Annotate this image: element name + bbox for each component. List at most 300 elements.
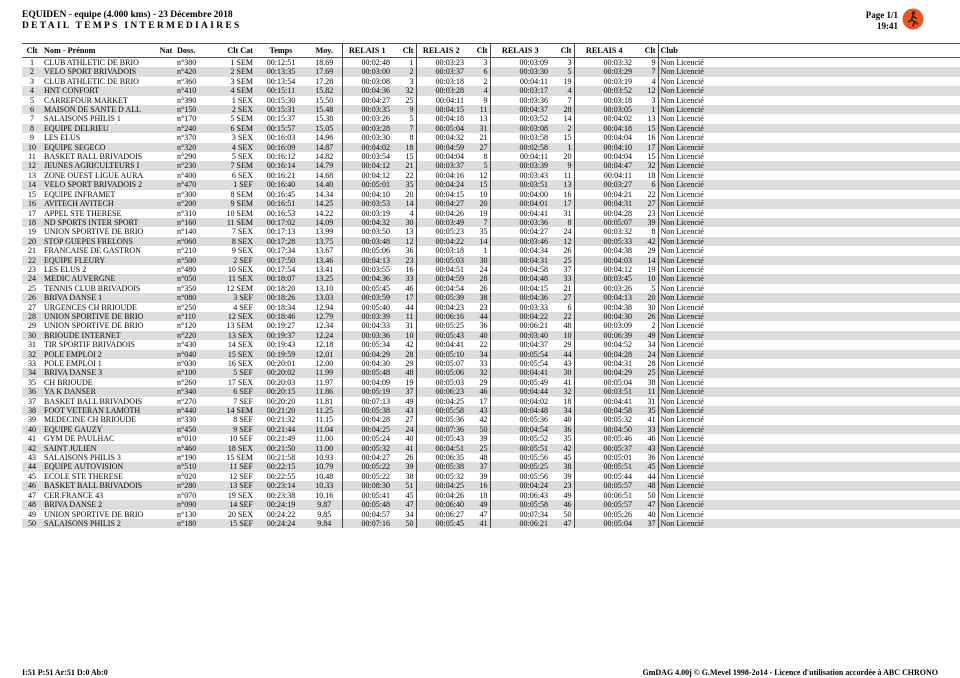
cell-bib: n°380: [177, 58, 197, 67]
col-header-time: Temps: [255, 44, 307, 58]
cell-relay3-rank: 24: [563, 227, 572, 237]
table-row: [22, 67, 960, 76]
cell-bib: n°100: [175, 368, 211, 377]
cell-relay2-time: 00:04:15: [416, 105, 466, 114]
cell-category-rank: 3 SEF: [211, 293, 255, 302]
cell-category-rank: 8 SEM: [230, 189, 253, 199]
table-row: [22, 350, 960, 359]
cell-relay1-time: 00:03:19: [342, 209, 392, 218]
cell-rank: 32: [22, 350, 42, 359]
cell-team-name: MEDECINE CH BRIOUDE: [44, 415, 136, 425]
cell-relay2-time: 00:04:26: [416, 491, 466, 500]
cell-relay1-time: 00:04:25: [342, 425, 392, 434]
cell-relay3-rank: 47: [550, 519, 574, 528]
cell-relay3-time: 00:04:11: [490, 77, 550, 86]
cell-nat: [157, 453, 175, 462]
table-row: [22, 519, 960, 528]
cell-relay3-rank: 15: [563, 133, 572, 143]
cell-relay2-time: 00:05:03: [416, 256, 466, 265]
cell-team-name: CH BRIOUDE: [44, 377, 93, 387]
cell-relay4-rank: 3: [651, 95, 656, 105]
cell-team-name: EQUIPE DELRIEU: [42, 124, 157, 133]
cell-relay4-rank: 28: [647, 359, 656, 368]
cell-relay4-rank: 30: [647, 302, 656, 312]
cell-speed: 14.40: [307, 180, 342, 189]
cell-club: Non Licencié: [658, 180, 960, 189]
cell-category-rank: 6 SEX: [231, 170, 253, 180]
cell-category-rank: 2 SEM: [211, 67, 255, 76]
cell-relay1-time: 00:02:48: [342, 58, 392, 68]
table-row: [22, 58, 960, 68]
cell-relay3-time: 00:04:22: [490, 312, 550, 321]
cell-relay3-time: 00:03:51: [490, 180, 550, 189]
cell-rank: 2: [22, 67, 42, 76]
cell-relay2-time: 00:05:07: [416, 359, 466, 368]
cell-relay2-rank: 1: [483, 246, 488, 256]
cell-team-name: MEDIC AUVERGNE: [42, 274, 157, 283]
table-row: [22, 227, 960, 236]
cell-relay4-time: 00:04:13: [574, 293, 634, 302]
cell-relay3-time: 00:04:24: [490, 481, 550, 490]
cell-relay2-time: 00:05:25: [416, 321, 466, 330]
cell-bib: n°010: [177, 434, 197, 444]
cell-bib: n°310: [177, 208, 197, 218]
cell-relay4-time: 00:06:51: [574, 491, 634, 500]
cell-speed: 9.85: [317, 509, 332, 519]
cell-team-name: BRIVA DANSE 2: [42, 500, 157, 509]
runner-logo-icon: [902, 8, 924, 30]
cell-category-rank: 10 SEX: [227, 264, 253, 274]
cell-club: Non Licencié: [658, 256, 960, 265]
table-row: [22, 368, 960, 377]
cell-team-name: BASKET BALL BRIVADOIS: [44, 396, 143, 406]
cell-relay4-rank: 16: [647, 133, 656, 143]
cell-relay2-time: 00:04:23: [416, 303, 466, 312]
cell-time: 00:20:03: [266, 377, 296, 387]
cell-speed: 10.79: [307, 462, 342, 471]
cell-relay3-rank: 33: [550, 274, 574, 283]
cell-bib: n°410: [175, 86, 211, 95]
cell-relay3-time: 00:03:52: [490, 114, 550, 123]
cell-relay4-time: 00:04:47: [574, 161, 634, 170]
cell-bib: n°140: [177, 227, 197, 237]
cell-relay4-rank: 19: [647, 264, 656, 274]
cell-relay2-rank: 38: [466, 293, 490, 302]
cell-speed: 17.28: [315, 76, 334, 86]
cell-team-name: UNION SPORTIVE DE BRIO: [44, 321, 144, 331]
cell-speed: 15.05: [307, 124, 342, 133]
cell-relay1-time: 00:05:48: [342, 368, 392, 377]
cell-relay4-time: 00:03:05: [574, 105, 634, 114]
cell-relay1-rank: 26: [405, 453, 414, 463]
cell-relay3-rank: 42: [550, 444, 574, 453]
cell-relay1-time: 00:03:48: [342, 237, 392, 246]
cell-relay3-rank: 10: [550, 331, 574, 340]
cell-time: 00:21:58: [266, 453, 296, 463]
cell-relay1-rank: 13: [405, 227, 414, 237]
cell-rank: 11: [28, 152, 36, 162]
cell-nat: [157, 133, 175, 142]
cell-relay4-time: 00:05:07: [574, 218, 634, 227]
col-header-bib: Doss.: [175, 44, 211, 58]
cell-relay2-rank: 22: [479, 340, 488, 350]
cell-category-rank: 6 SEF: [211, 387, 255, 396]
cell-relay1-rank: 42: [405, 340, 414, 350]
race-title: EQUIDEN - equipe (4.000 kms) - 23 Décembre 2018: [22, 10, 233, 20]
cell-relay4-time: 00:04:10: [574, 143, 634, 152]
col-header-relay2-rank: Clt: [466, 44, 490, 58]
cell-relay1-rank: 1: [409, 58, 414, 67]
cell-relay3-time: 00:03:36: [490, 218, 550, 227]
cell-category-rank: 8 SEX: [211, 237, 255, 246]
cell-relay2-rank: 33: [479, 359, 488, 368]
cell-time: 00:15:31: [255, 105, 307, 114]
cell-relay2-time: 00:07:36: [416, 425, 466, 434]
cell-speed: 12.94: [315, 302, 334, 312]
cell-relay3-time: 00:04:00: [490, 190, 550, 199]
cell-relay2-time: 00:05:10: [416, 350, 466, 359]
cell-club: Non Licencié: [658, 265, 960, 274]
cell-relay2-time: 00:06:16: [416, 312, 466, 321]
cell-relay2-rank: 14: [466, 237, 490, 246]
cell-team-name: TENNIS CLUB BRIVADOIS: [44, 283, 141, 293]
cell-team-name: VELO SPORT BRIVADOIS: [42, 67, 157, 76]
cell-relay4-rank: 34: [647, 340, 656, 350]
cell-relay1-time: 00:05:22: [342, 462, 392, 471]
table-row: [22, 303, 960, 312]
cell-relay1-rank: 46: [405, 283, 414, 293]
cell-relay1-time: 00:04:57: [342, 510, 392, 519]
table-row: [22, 397, 960, 406]
cell-rank: 44: [22, 462, 42, 471]
table-row: [22, 105, 960, 114]
cell-nat: [157, 491, 175, 500]
cell-speed: 14.22: [315, 208, 334, 218]
cell-nat: [157, 143, 175, 152]
cell-relay3-time: 00:04:27: [490, 227, 550, 236]
cell-rank: 41: [28, 434, 36, 444]
cell-nat: [157, 415, 175, 424]
cell-relay4-time: 00:04:31: [574, 199, 634, 208]
cell-relay4-rank: 7: [634, 67, 658, 76]
cell-relay3-rank: 20: [563, 152, 572, 162]
cell-speed: 15.48: [307, 105, 342, 114]
cell-time: 00:16:09: [255, 143, 307, 152]
cell-nat: [157, 124, 175, 133]
cell-relay4-time: 00:04:18: [574, 124, 634, 133]
cell-relay1-rank: 4: [409, 208, 414, 218]
cell-speed: 12.79: [307, 312, 342, 321]
cell-relay2-rank: 40: [466, 331, 490, 340]
cell-relay2-rank: 21: [479, 133, 488, 143]
cell-rank: 3: [30, 76, 34, 86]
cell-nat: [157, 350, 175, 359]
col-header-name: Nom - Prénom: [42, 44, 157, 58]
cell-rank: 24: [22, 274, 42, 283]
cell-relay4-time: 00:03:27: [574, 180, 634, 189]
cell-relay3-time: 00:04:31: [490, 256, 550, 265]
cell-team-name: URGENCES CH BRIOUDE: [44, 302, 137, 312]
cell-relay3-time: 00:04:54: [490, 425, 550, 434]
cell-relay4-rank: 46: [647, 434, 656, 444]
cell-rank: 20: [22, 237, 42, 246]
cell-relay2-rank: 15: [466, 180, 490, 189]
cell-relay1-time: 00:04:33: [342, 321, 392, 330]
table-row: [22, 218, 960, 227]
cell-relay2-time: 00:04:59: [416, 143, 466, 152]
cell-time: 00:19:27: [266, 321, 296, 331]
cell-relay1-time: 00:08:30: [342, 481, 392, 490]
cell-relay4-time: 00:05:57: [574, 481, 634, 490]
cell-speed: 9.84: [307, 519, 342, 528]
cell-club: Non Licencié: [658, 406, 960, 415]
cell-relay2-rank: 16: [466, 481, 490, 490]
cell-relay1-time: 00:04:27: [342, 96, 392, 105]
cell-relay2-rank: 6: [466, 67, 490, 76]
table-row: [22, 77, 960, 86]
cell-speed: 17.69: [307, 67, 342, 76]
footer-stats: I:51 P:51 Ar:51 D:0 Ab:0: [22, 668, 108, 677]
cell-relay4-rank: 17: [634, 143, 658, 152]
cell-relay3-rank: 21: [563, 283, 572, 293]
cell-relay3-time: 00:04:41: [490, 209, 550, 218]
cell-speed: 15.82: [307, 86, 342, 95]
cell-relay3-time: 00:03:33: [490, 303, 550, 312]
cell-relay2-time: 00:03:23: [416, 58, 466, 68]
cell-club: Non Licencié: [658, 227, 960, 236]
cell-club: Non Licencié: [658, 425, 960, 434]
cell-relay2-rank: 10: [479, 189, 488, 199]
cell-relay4-rank: 5: [651, 283, 656, 293]
cell-club: Non Licencié: [658, 491, 960, 500]
cell-nat: [157, 312, 175, 321]
cell-relay1-time: 00:05:06: [342, 246, 392, 255]
cell-nat: [157, 293, 175, 302]
cell-nat: [157, 161, 175, 170]
cell-team-name: CARREFOUR MARKET: [44, 95, 128, 105]
cell-relay2-time: 00:05:43: [416, 434, 466, 443]
cell-club: Non Licencié: [658, 519, 960, 528]
cell-bib: n°460: [175, 444, 211, 453]
cell-relay4-time: 00:04:21: [574, 190, 634, 199]
cell-nat: [157, 67, 175, 76]
cell-nat: [157, 387, 175, 396]
cell-time: 00:18:46: [255, 312, 307, 321]
cell-rank: 38: [22, 406, 42, 415]
cell-rank: 13: [28, 170, 36, 180]
cell-relay2-rank: 48: [479, 453, 488, 463]
cell-rank: 8: [22, 124, 42, 133]
cell-time: 00:16:14: [255, 161, 307, 170]
cell-team-name: FOOT VETERAN LAMOTH: [42, 406, 157, 415]
cell-club: Non Licencié: [658, 209, 960, 218]
cell-club: Non Licencié: [658, 462, 960, 471]
cell-relay2-rank: 47: [479, 509, 488, 519]
cell-relay4-time: 00:04:38: [574, 246, 634, 255]
cell-relay4-time: 00:04:12: [574, 265, 634, 274]
cell-relay1-rank: 7: [392, 124, 416, 133]
cell-speed: 13.41: [315, 264, 334, 274]
cell-time: 00:19:59: [255, 350, 307, 359]
cell-bib: n°170: [177, 114, 197, 124]
cell-relay2-rank: 28: [466, 274, 490, 283]
cell-relay3-rank: 14: [563, 114, 572, 124]
cell-time: 00:17:34: [266, 246, 296, 256]
cell-bib: n°420: [175, 67, 211, 76]
cell-team-name: LES ELUS 2: [44, 264, 87, 274]
cell-nat: [157, 425, 175, 434]
cell-nat: [157, 434, 175, 443]
cell-category-rank: 5 SEM: [230, 114, 253, 124]
cell-relay2-rank: 35: [479, 227, 488, 237]
cell-relay2-time: 00:04:51: [416, 444, 466, 453]
cell-relay3-rank: 11: [563, 170, 572, 180]
cell-club: Non Licencié: [658, 237, 960, 246]
cell-speed: 15.38: [315, 114, 334, 124]
cell-relay2-time: 00:04:27: [416, 199, 466, 208]
cell-category-rank: 13 SEM: [226, 321, 253, 331]
cell-relay2-time: 00:04:41: [416, 340, 466, 349]
cell-relay2-time: 00:04:16: [416, 171, 466, 180]
cell-relay1-time: 00:05:22: [342, 472, 392, 481]
cell-relay1-rank: 49: [405, 396, 414, 406]
cell-relay3-rank: 16: [563, 189, 572, 199]
cell-club: Non Licencié: [658, 453, 960, 462]
cell-nat: [157, 406, 175, 415]
cell-club: Non Licencié: [658, 274, 960, 283]
cell-relay2-rank: 8: [483, 152, 488, 162]
cell-relay3-rank: 34: [550, 406, 574, 415]
cell-relay3-time: 00:03:17: [490, 86, 550, 95]
cell-nat: [157, 284, 175, 293]
cell-category-rank: 4 SEX: [211, 143, 255, 152]
cell-relay4-rank: 48: [634, 481, 658, 490]
table-row: [22, 96, 960, 105]
cell-speed: 14.87: [307, 143, 342, 152]
cell-bib: n°430: [177, 340, 197, 350]
cell-rank: 17: [28, 208, 36, 218]
cell-relay4-rank: 22: [647, 189, 656, 199]
cell-speed: 11.15: [315, 415, 334, 425]
cell-bib: n°210: [177, 246, 197, 256]
cell-team-name: VELO SPORT BRIVADOIS 2: [42, 180, 157, 189]
cell-bib: n°080: [175, 293, 211, 302]
cell-bib: n°350: [177, 283, 197, 293]
cell-speed: 18.69: [315, 58, 334, 67]
cell-relay3-time: 00:03:36: [490, 96, 550, 105]
cell-relay2-rank: 42: [479, 415, 488, 425]
cell-relay2-rank: 19: [479, 208, 488, 218]
cell-relay4-time: 00:03:52: [574, 86, 634, 95]
cell-team-name: BASKET BALL BRIVADOIS: [44, 152, 143, 162]
cell-relay1-rank: 23: [392, 256, 416, 265]
cell-relay4-time: 00:03:32: [574, 58, 634, 68]
cell-relay4-rank: 4: [651, 76, 656, 86]
cell-relay2-time: 00:05:38: [416, 462, 466, 471]
cell-nat: [157, 180, 175, 189]
cell-bib: n°330: [177, 415, 197, 425]
cell-relay1-rank: 25: [405, 95, 414, 105]
cell-relay3-rank: 37: [563, 264, 572, 274]
cell-club: Non Licencié: [658, 86, 960, 95]
cell-relay4-time: 00:05:44: [574, 472, 634, 481]
cell-team-name: STOP GUEPES FRELONS: [42, 237, 157, 246]
cell-relay3-rank: 38: [550, 462, 574, 471]
cell-nat: [157, 378, 175, 387]
cell-nat: [157, 86, 175, 95]
cell-relay2-rank: 41: [466, 519, 490, 528]
cell-category-rank: 14 SEF: [211, 500, 255, 509]
cell-relay2-rank: 2: [483, 76, 488, 86]
cell-relay3-rank: 17: [550, 199, 574, 208]
table-row: [22, 256, 960, 265]
cell-relay1-time: 00:04:10: [342, 190, 392, 199]
cell-relay4-rank: 33: [634, 425, 658, 434]
cell-speed: 12.01: [307, 350, 342, 359]
cell-relay1-rank: 22: [405, 170, 414, 180]
cell-relay3-time: 00:05:56: [490, 453, 550, 462]
cell-rank: 22: [22, 256, 42, 265]
cell-time: 00:16:53: [266, 208, 296, 218]
cell-time: 00:16:40: [255, 180, 307, 189]
results-table: [22, 43, 960, 528]
cell-relay2-time: 00:03:18: [416, 246, 466, 255]
cell-relay1-time: 00:05:40: [342, 303, 392, 312]
cell-relay2-rank: 20: [466, 199, 490, 208]
cell-category-rank: 12 SEF: [229, 471, 253, 481]
cell-relay1-time: 00:05:34: [342, 340, 392, 349]
cell-relay3-rank: 26: [563, 246, 572, 256]
cell-relay4-time: 00:04:28: [574, 350, 634, 359]
cell-relay1-time: 00:04:02: [342, 143, 392, 152]
cell-team-name: SALAISONS PHILIS 2: [42, 519, 157, 528]
cell-club: Non Licencié: [658, 387, 960, 396]
cell-team-name: APPEL STE THERESE: [44, 208, 122, 218]
cell-relay3-time: 00:04:48: [490, 274, 550, 283]
cell-relay2-rank: 25: [466, 444, 490, 453]
cell-team-name: ZONE OUEST LIGUE AURA: [44, 170, 144, 180]
cell-relay4-rank: 8: [651, 227, 656, 237]
cell-relay2-time: 00:04:54: [416, 284, 466, 293]
cell-relay1-time: 00:04:36: [342, 86, 392, 95]
cell-relay1-time: 00:05:48: [342, 500, 392, 509]
cell-nat: [157, 331, 175, 340]
cell-time: 00:20:01: [266, 359, 296, 368]
cell-bib: n°190: [177, 453, 197, 463]
cell-nat: [157, 368, 175, 377]
cell-relay3-time: 00:05:56: [490, 472, 550, 481]
cell-time: 00:20:15: [255, 387, 307, 396]
cell-relay1-time: 00:04:29: [342, 350, 392, 359]
cell-relay1-time: 00:03:08: [342, 77, 392, 86]
cell-rank: 6: [22, 105, 42, 114]
cell-relay1-rank: 35: [392, 180, 416, 189]
cell-time: 00:16:45: [266, 189, 296, 199]
cell-relay1-time: 00:03:59: [342, 293, 392, 302]
cell-relay2-time: 00:04:32: [416, 133, 466, 142]
table-row: [22, 284, 960, 293]
cell-time: 00:12:51: [266, 58, 296, 67]
table-row: [22, 340, 960, 349]
cell-relay3-rank: 48: [563, 321, 572, 331]
cell-club: Non Licencié: [658, 246, 960, 255]
cell-category-rank: 8 SEF: [233, 415, 253, 425]
cell-relay4-time: 00:04:11: [574, 171, 634, 180]
cell-relay3-time: 00:05:51: [490, 444, 550, 453]
cell-relay3-time: 00:03:46: [490, 237, 550, 246]
cell-relay4-rank: 14: [634, 256, 658, 265]
cell-relay1-time: 00:03:54: [342, 152, 392, 161]
